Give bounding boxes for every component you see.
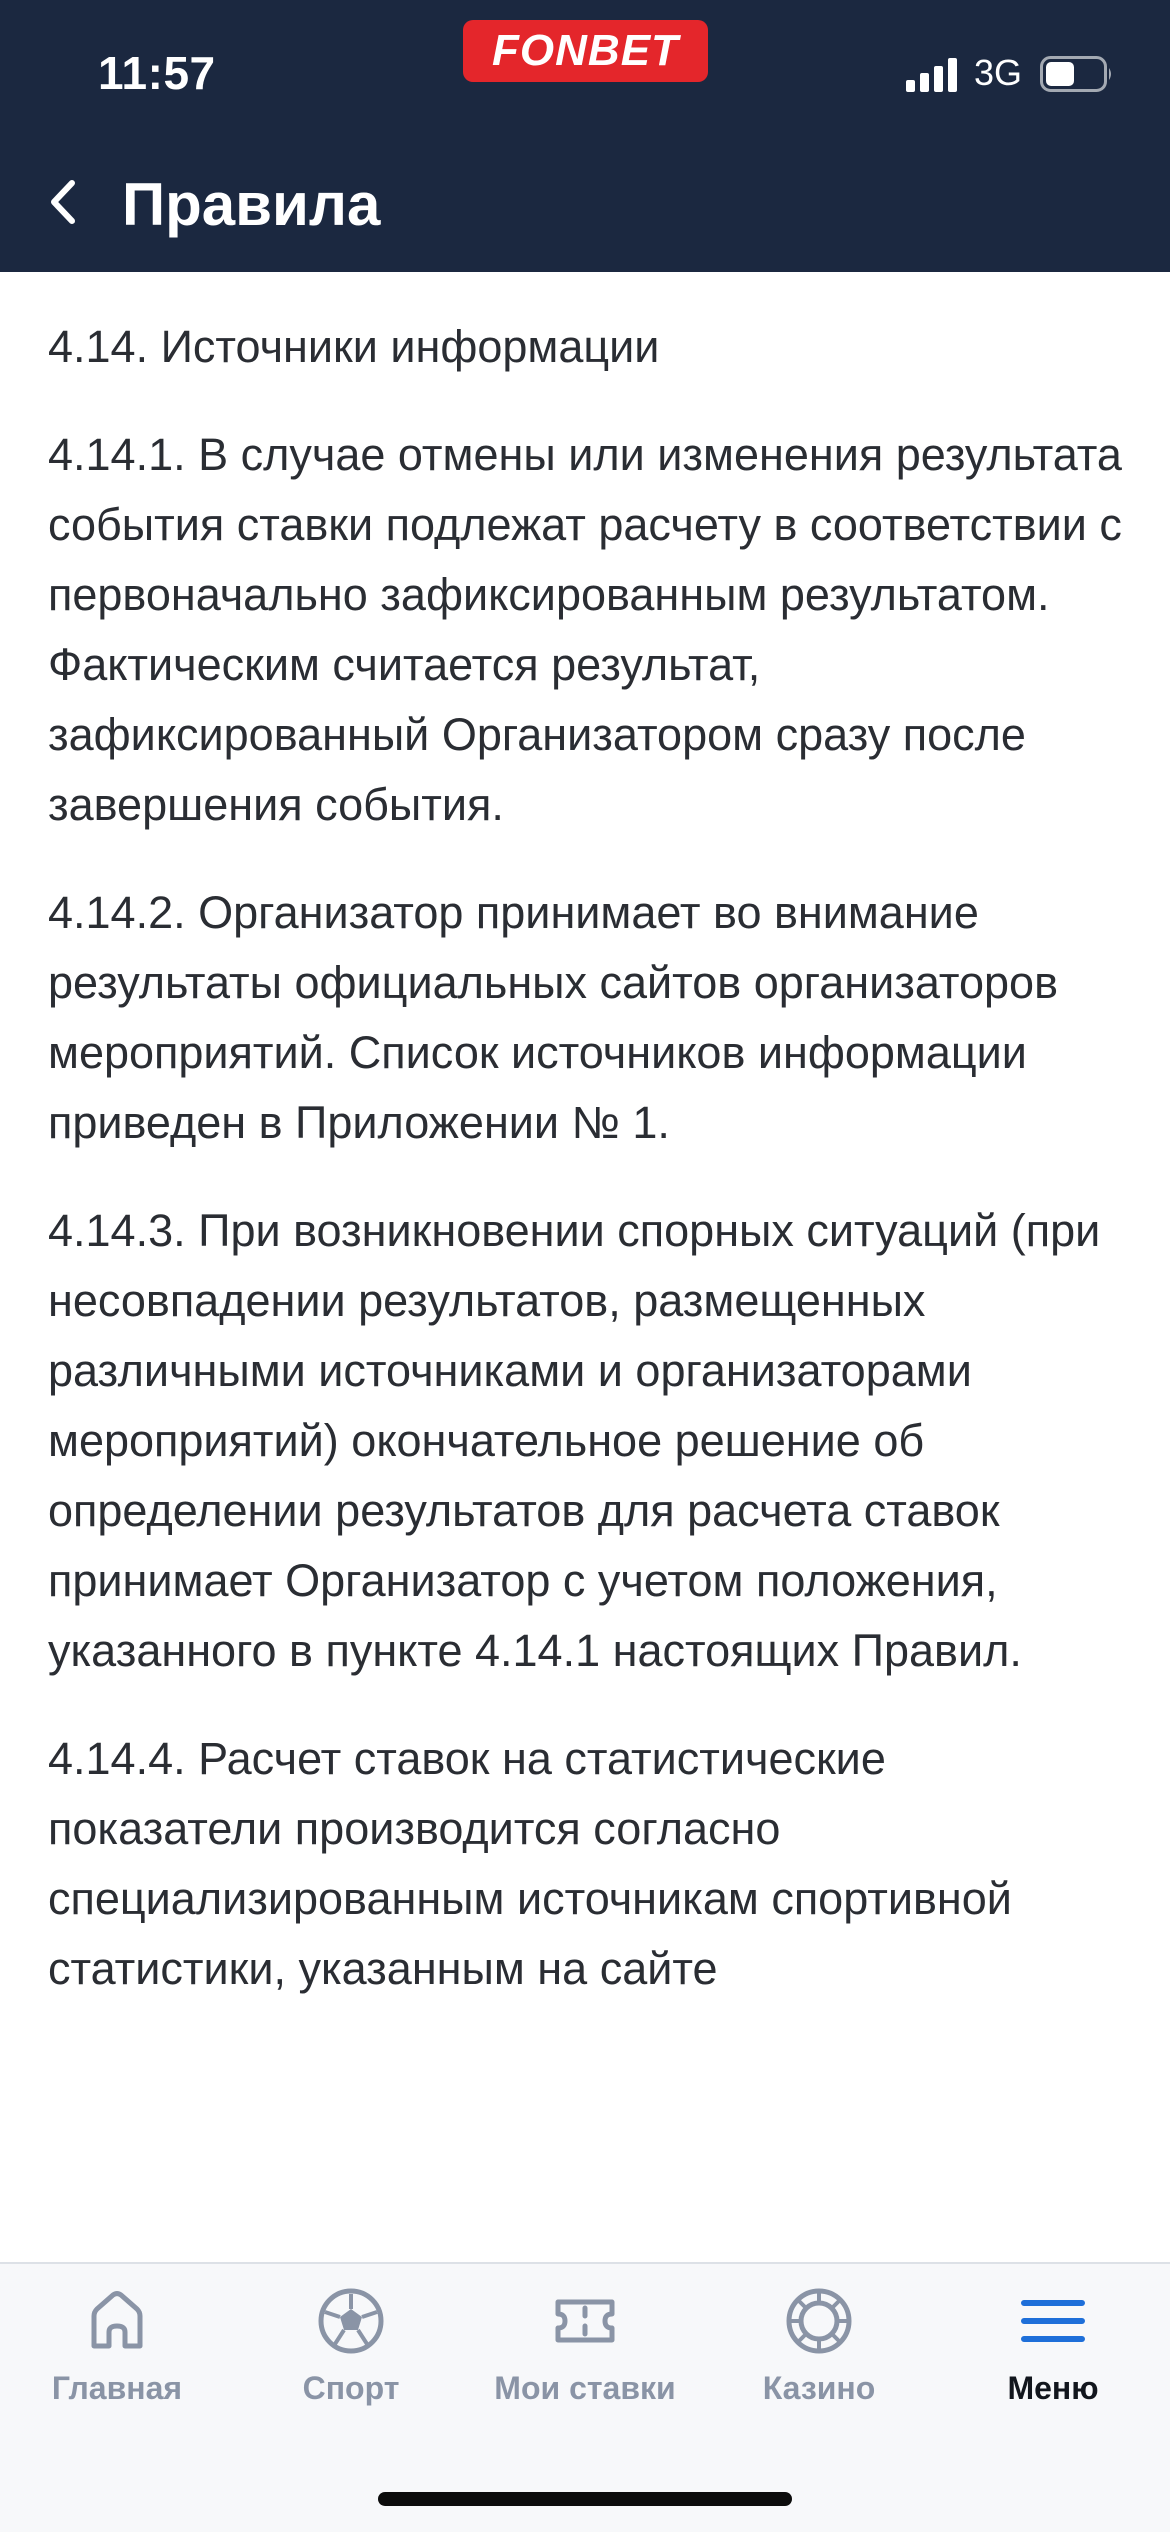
soccer-ball-icon <box>316 2286 386 2356</box>
back-button[interactable] <box>40 172 84 232</box>
rule-paragraph: 4.14.2. Организатор принимает во внимание результаты официальных сайтов организаторов мероприятий. Список источников информации приведен в Приложении № 1. <box>48 887 1058 1148</box>
section-heading: 4.14. Источники информации <box>48 321 660 372</box>
network-type: 3G <box>974 52 1023 93</box>
ticket-icon <box>550 2286 620 2356</box>
tab-menu[interactable] <box>936 2286 1170 2407</box>
tab-label: Казино <box>762 2370 876 2406</box>
battery-icon <box>1040 56 1114 92</box>
page-title: Правила <box>122 171 381 238</box>
tab-my-bets[interactable] <box>468 2286 702 2407</box>
logo-text: FONBET <box>492 26 679 75</box>
rule-paragraph: 4.14.4. Расчет ставок на статистические показатели производится согласно специализированным источникам спортивной статистики, указанным на сайте <box>48 1733 1012 1994</box>
tab-label: Главная <box>51 2370 183 2406</box>
tab-label: Мои ставки <box>494 2370 676 2406</box>
tab-label: Меню <box>1007 2370 1099 2406</box>
rule-paragraph: 4.14.3. При возникновении спорных ситуаций (при несовпадении результатов, размещенных различными источниками и организаторами мероприятий) окончательное решение об определении результатов для расчета ставок принимает Организатор с учетом положения, указанного в пункте 4.14.1 настоящих Правил. <box>48 1205 1101 1676</box>
home-icon <box>82 2286 152 2356</box>
fonbet-logo <box>463 20 708 82</box>
casino-chip-icon <box>784 2286 854 2356</box>
menu-icon <box>1018 2286 1088 2356</box>
tab-home[interactable] <box>0 2286 234 2407</box>
tab-label: Спорт <box>302 2370 400 2406</box>
rules-content[interactable] <box>0 272 1170 2262</box>
tab-casino[interactable] <box>702 2286 936 2407</box>
app-header <box>0 0 1170 272</box>
home-indicator[interactable] <box>378 2492 792 2506</box>
chevron-left-icon <box>48 179 76 225</box>
status-time: 11:57 <box>98 47 216 99</box>
rule-paragraph: 4.14.1. В случае отмены или изменения результата события ставки подлежат расчету в соответствии с первоначально зафиксированным результатом. Фактическим считается результат, зафиксированный Организатором сразу после завершения события. <box>48 429 1122 830</box>
tab-sport[interactable] <box>234 2286 468 2407</box>
signal-icon <box>906 58 960 92</box>
